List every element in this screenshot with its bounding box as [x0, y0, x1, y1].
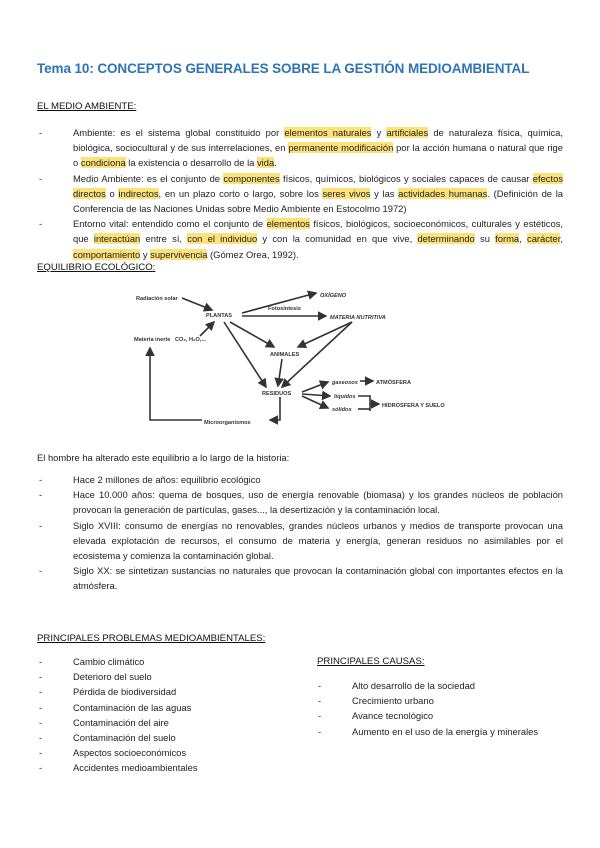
medio-ambiente-heading: EL MEDIO AMBIENTE: — [37, 101, 137, 112]
history-item: - Hace 10.000 años: quema de bosques, uso de energía renovable (biomasa) y los grandes núcleos de población provocan la generación de partículas, gases..., la desertización y la contaminación local. — [73, 487, 563, 517]
arrow-residuos-liquidos — [302, 394, 330, 396]
diagram-solidos-label: sólidos — [332, 407, 352, 413]
ecological-balance-diagram — [130, 284, 470, 434]
arrow-plantas-residuos — [224, 322, 266, 387]
causa-item: - Crecimiento urbano — [352, 693, 572, 708]
highlighted-term: con el individuo — [187, 233, 258, 245]
highlighted-term: componentes — [223, 172, 280, 184]
highlighted-term: actividades humanas — [398, 187, 488, 199]
diagram-plantas-label: PLANTAS — [206, 313, 232, 319]
page-title: Tema 10: CONCEPTOS GENERALES SOBRE LA GESTIÓN MEDIOAMBIENTAL — [37, 61, 530, 76]
highlighted-term: seres vivos — [322, 187, 371, 199]
diagram-arrows — [150, 293, 379, 420]
highlighted-term: determinando — [417, 233, 475, 245]
arrow-micro-inerte — [150, 348, 202, 420]
arrow-inerte-plantas — [200, 322, 214, 336]
diagram-fotosintesis-label: Fotosíntesis — [268, 306, 301, 312]
problemas-list — [73, 654, 303, 776]
highlighted-term: condiciona — [80, 157, 126, 169]
arrow-residuos-solidos — [302, 396, 328, 408]
history-list — [73, 472, 563, 594]
causas-list — [352, 678, 572, 739]
highlighted-term: interactúan — [93, 233, 141, 245]
problemas-heading: PRINCIPALES PROBLEMAS MEDIOAMBIENTALES: — [37, 633, 266, 644]
arrow-radiacion-plantas — [182, 298, 212, 310]
diagram-hidrosfera-label: HIDROSFERA Y SUELO — [382, 403, 445, 409]
problema-item: - Contaminación de las aguas — [73, 700, 303, 715]
problema-item: - Deterioro del suelo — [73, 669, 303, 684]
highlighted-term: elementos naturales — [284, 127, 372, 138]
highlighted-term: permanente modificación — [288, 142, 394, 154]
diagram-materia-nutritiva-label: MATERIA NUTRITIVA — [330, 315, 386, 321]
highlighted-term: carácter — [527, 233, 561, 245]
problema-item: - Pérdida de biodiversidad — [73, 684, 303, 699]
equilibrio-heading: EQUILIBRIO ECOLÓGICO: — [37, 262, 156, 273]
problema-item: - Accidentes medioambientales — [73, 760, 303, 775]
diagram-materia-inerte-label: Materia inerte — [134, 337, 171, 343]
highlighted-term: elementos — [266, 218, 310, 230]
problema-item: - Aspectos socioeconómicos — [73, 745, 303, 760]
arrow-residuos-micro — [270, 397, 280, 420]
highlighted-term: forma — [495, 233, 520, 245]
definition-ambiente: - Ambiente: es el sistema global constituido por elementos naturales y artificiales de naturaleza física, química, biológica, sociocultural y de sus interrelaciones, en permanente modificación por la acción humana o natural que rige o condiciona la existencia o desarrollo de la vida. — [73, 125, 563, 171]
diagram-microorganismos-label: Microorganismos — [204, 420, 251, 426]
diagram-animales-label: ANIMALES — [270, 352, 300, 358]
highlighted-term: indirectos — [118, 187, 159, 199]
history-item: - Siglo XVIII: consumo de energías no renovables, grandes núcleos urbanos y medios de transporte provocan una elevada explotación de recursos, el consumo de materia y energía, generan residuos no asimilables por el ecosistema y comienza la contaminación global. — [73, 518, 563, 564]
causa-item: - Alto desarrollo de la sociedad — [352, 678, 572, 693]
arrow-residuos-gaseosos — [302, 382, 328, 392]
causa-item: - Aumento en el uso de la energía y minerales — [352, 724, 572, 739]
definition-medio-ambiente: - Medio Ambiente: es el conjunto de componentes físicos, químicos, biológicos y sociales capaces de causar efectos directos o indirectos, en un plazo corto o largo, sobre los seres vivos y las actividades humanas. (Definición de la Conferencia de las Naciones Unidas sobre Medio Ambiente en Estocolmo 1972) — [73, 171, 563, 217]
definition-entorno-vital: - Entorno vital: entendido como el conjunto de elementos físicos, biológicos, socioeconómicos, culturales y estéticos, que interactúan entre sí, con el individuo y con la comunidad en que vive, determinando su forma, carácter, comportamiento y supervivencia (Gómez Orea, 1992). — [73, 216, 563, 262]
highlighted-term: artificiales — [386, 127, 429, 138]
diagram-liquidos-label: líquidos — [334, 394, 356, 400]
causa-item: - Avance tecnológico — [352, 708, 572, 723]
highlighted-term: comportamiento — [73, 248, 141, 260]
problema-item: - Contaminación del suelo — [73, 730, 303, 745]
history-item: - Hace 2 millones de años: equilibrio ecológico — [73, 472, 563, 487]
diagram-atmosfera-label: ATMÓSFERA — [376, 380, 412, 386]
diagram-oxigeno-label: OXÍGENO — [320, 293, 347, 299]
equilibrio-intro: El hombre ha alterado este equilibrio a lo largo de la historia: — [37, 452, 290, 463]
problema-item: - Cambio climático — [73, 654, 303, 669]
arrow-materia-animales — [298, 322, 352, 347]
diagram-radiacion-label: Radiación solar — [136, 296, 178, 302]
diagram-residuos-label: RESIDUOS — [262, 391, 292, 397]
diagram-gaseosos-label: gaseosos — [332, 380, 358, 386]
arrow-animales-residuos — [278, 359, 282, 386]
causas-heading: PRINCIPALES CAUSAS: — [317, 656, 425, 667]
highlighted-term: supervivencia — [150, 248, 208, 260]
history-item: - Siglo XX: se sintetizan sustancias no naturales que provocan la contaminación global con importantes efectos en la atmósfera. — [73, 563, 563, 593]
highlighted-term: vida — [256, 157, 275, 169]
arrow-plantas-animales — [230, 322, 274, 347]
highlighted-term: efectos directos — [73, 172, 563, 199]
diagram-co2-label: CO₂, H₂O,... — [175, 337, 207, 343]
medio-ambiente-list — [73, 125, 563, 262]
problema-item: - Contaminación del aire — [73, 715, 303, 730]
